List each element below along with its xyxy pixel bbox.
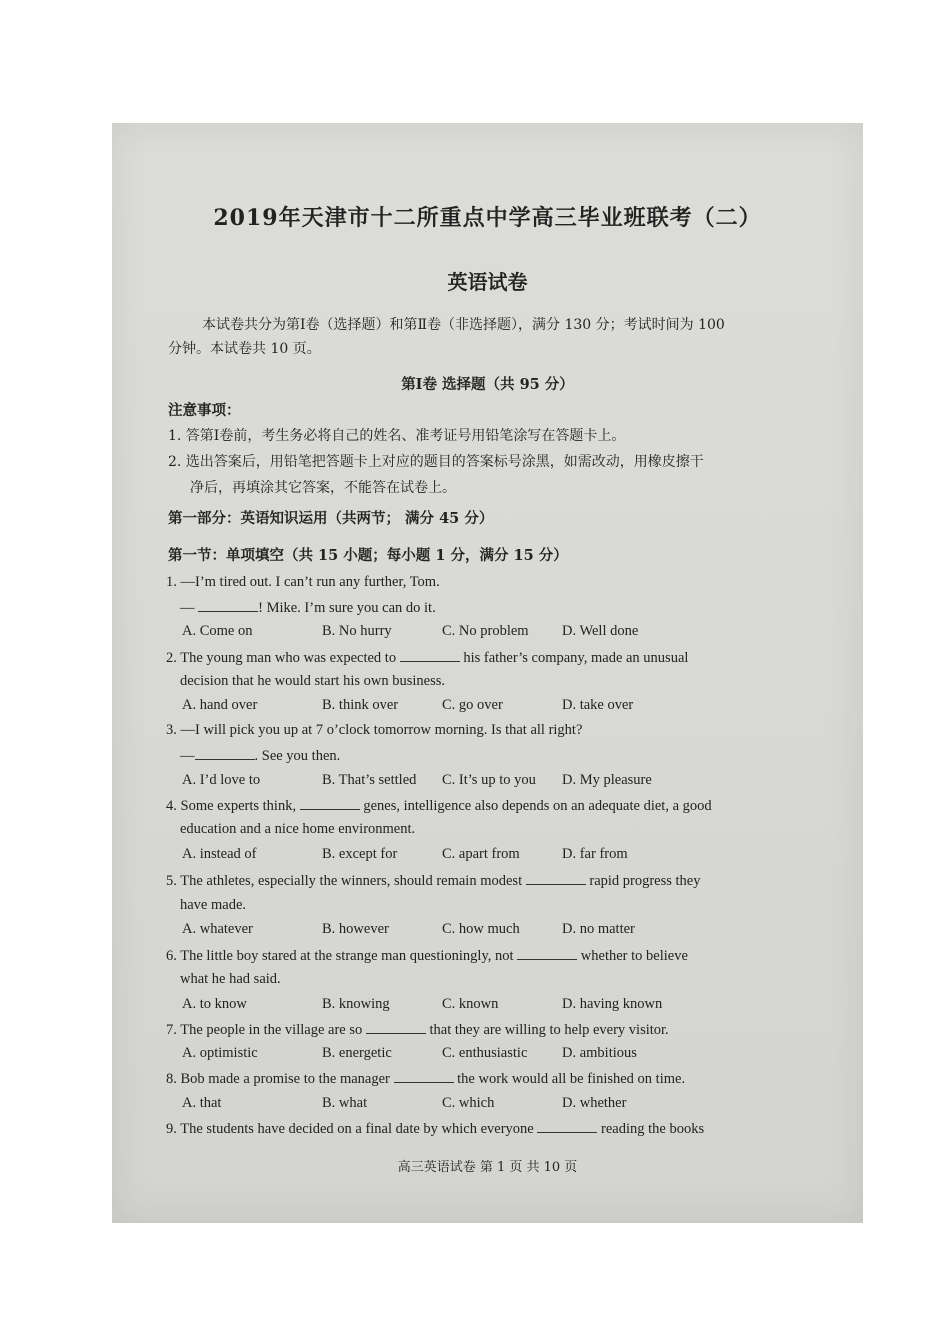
answer-blank (195, 747, 255, 760)
section-1-heading: 第一部分：英语知识运用（共两节； 满分 45 分） (168, 510, 494, 527)
question-7-line-1 (166, 1021, 669, 1039)
q7-option-c: C. enthusiastic (442, 1045, 528, 1061)
q2-option-c: C. go over (442, 697, 503, 713)
note-2-line-2: 净后，再填涂其它答案，不能答在试卷上。 (190, 480, 456, 496)
q1-option-d: D. Well done (562, 623, 639, 639)
q4-option-c: C. apart from (442, 846, 520, 862)
q2-option-a: A. hand over (182, 697, 258, 713)
q7-option-b: B. energetic (322, 1045, 392, 1061)
q8-option-d: D. whether (562, 1095, 627, 1111)
q3-option-b: B. That’s settled (322, 772, 417, 788)
q5-option-c: C. how much (442, 921, 520, 937)
q8-part-a: 8. Bob made a promise to the manager (166, 1071, 394, 1087)
q1-rest: ! Mike. I’m sure you can do it. (258, 600, 436, 616)
q3-dash: — (180, 748, 195, 764)
q5-option-a: A. whatever (182, 921, 253, 937)
q2-option-b: B. think over (322, 697, 399, 713)
question-5-line-2: have made. (180, 897, 247, 913)
q4-option-b: B. except for (322, 846, 398, 862)
q7-part-a: 7. The people in the village are so (166, 1022, 366, 1038)
answer-blank (526, 872, 586, 885)
question-1-line-2 (180, 599, 436, 617)
question-9-line-1 (166, 1120, 704, 1138)
answer-blank (300, 797, 360, 810)
intro-line-1: 本试卷共分为第Ⅰ卷（选择题）和第Ⅱ卷（非选择题），满分 130 分；考试时间为 100 (202, 317, 725, 333)
q8-option-a: A. that (182, 1095, 222, 1111)
q3-option-c: C. It’s up to you (442, 772, 536, 788)
q1-option-c: C. No problem (442, 623, 529, 639)
q8-option-b: B. what (322, 1095, 368, 1111)
section-1-1-heading: 第一节：单项填空（共 15 小题；每小题 1 分，满分 15 分） (168, 547, 568, 564)
answer-blank (394, 1070, 454, 1083)
q6-option-c: C. known (442, 996, 499, 1012)
q6-option-d: D. having known (562, 996, 663, 1012)
q5-part-b: rapid progress they (585, 873, 701, 889)
intro-text (168, 313, 808, 361)
q1-dash: — (180, 600, 199, 616)
q5-option-d: D. no matter (562, 921, 635, 937)
q7-option-a: A. optimistic (182, 1045, 258, 1061)
note-2-line-1: 2. 选出答案后，用铅笔把答题卡上对应的题目的答案标号涂黑，如需改动，用橡皮擦干 (168, 454, 704, 470)
q4-part-b: genes, intelligence also depends on an adequate diet, a good (359, 798, 712, 814)
notes-heading: 注意事项： (168, 402, 241, 419)
question-2-line-1 (166, 649, 688, 667)
question-4-line-1 (166, 797, 712, 815)
q1-option-a: A. Come on (182, 623, 253, 639)
q7-option-d: D. ambitious (562, 1045, 637, 1061)
answer-blank (537, 1120, 597, 1133)
q1-option-b: B. No hurry (322, 623, 392, 639)
exam-paper (112, 123, 863, 1223)
question-1-line-1: 1. —I’m tired out. I can’t run any further, Tom. (166, 574, 440, 590)
page-footer: 高三英语试卷 第 1 页 共 10 页 (397, 1160, 578, 1175)
exam-subtitle: 英语试卷 (447, 270, 528, 294)
answer-blank (366, 1021, 426, 1034)
q6-option-b: B. knowing (322, 996, 390, 1012)
question-6-line-2: what he had said. (180, 971, 281, 987)
question-2-line-2: decision that he would start his own business. (180, 673, 446, 689)
q2-part-b: his father’s company, made an unusual (459, 650, 689, 666)
q4-part-a: 4. Some experts think, (166, 798, 300, 814)
question-3-line-1: 3. —I will pick you up at 7 o’clock tomorrow morning. Is that all right? (166, 722, 583, 738)
q8-option-c: C. which (442, 1095, 495, 1111)
intro-line-2: 分钟。本试卷共 10 页。 (168, 341, 321, 357)
q9-part-a: 9. The students have decided on a final date by which everyone (166, 1121, 538, 1137)
answer-blank (400, 649, 460, 662)
q6-part-b: whether to believe (577, 948, 688, 964)
answer-blank (517, 947, 577, 960)
q2-part-a: 2. The young man who was expected to (166, 650, 400, 666)
question-4-line-2: education and a nice home environment. (180, 821, 416, 837)
q4-option-a: A. instead of (182, 846, 257, 862)
q3-rest: . See you then. (254, 748, 341, 764)
q2-option-d: D. take over (562, 697, 634, 713)
q5-part-a: 5. The athletes, especially the winners, should remain modest (166, 873, 526, 889)
part1-heading: 第Ⅰ卷 选择题（共 95 分） (401, 376, 574, 393)
q3-option-d: D. My pleasure (562, 772, 652, 788)
q6-option-a: A. to know (182, 996, 247, 1012)
q7-part-b: that they are willing to help every visitor. (425, 1022, 669, 1038)
q4-option-d: D. far from (562, 846, 628, 862)
q5-option-b: B. however (322, 921, 389, 937)
question-6-line-1 (166, 947, 688, 965)
question-8-line-1 (166, 1070, 685, 1088)
q3-option-a: A. I’d love to (182, 772, 261, 788)
exam-title: 2019年天津市十二所重点中学高三毕业班联考（二） (213, 205, 762, 231)
question-3-line-2 (180, 747, 340, 765)
q8-part-b: the work would all be finished on time. (453, 1071, 686, 1087)
answer-blank (198, 599, 258, 612)
question-5-line-1 (166, 872, 701, 890)
note-1: 1. 答第Ⅰ卷前，考生务必将自己的姓名、准考证号用铅笔涂写在答题卡上。 (168, 428, 626, 444)
q9-part-b: reading the books (597, 1121, 705, 1137)
q6-part-a: 6. The little boy stared at the strange man questioningly, not (166, 948, 518, 964)
